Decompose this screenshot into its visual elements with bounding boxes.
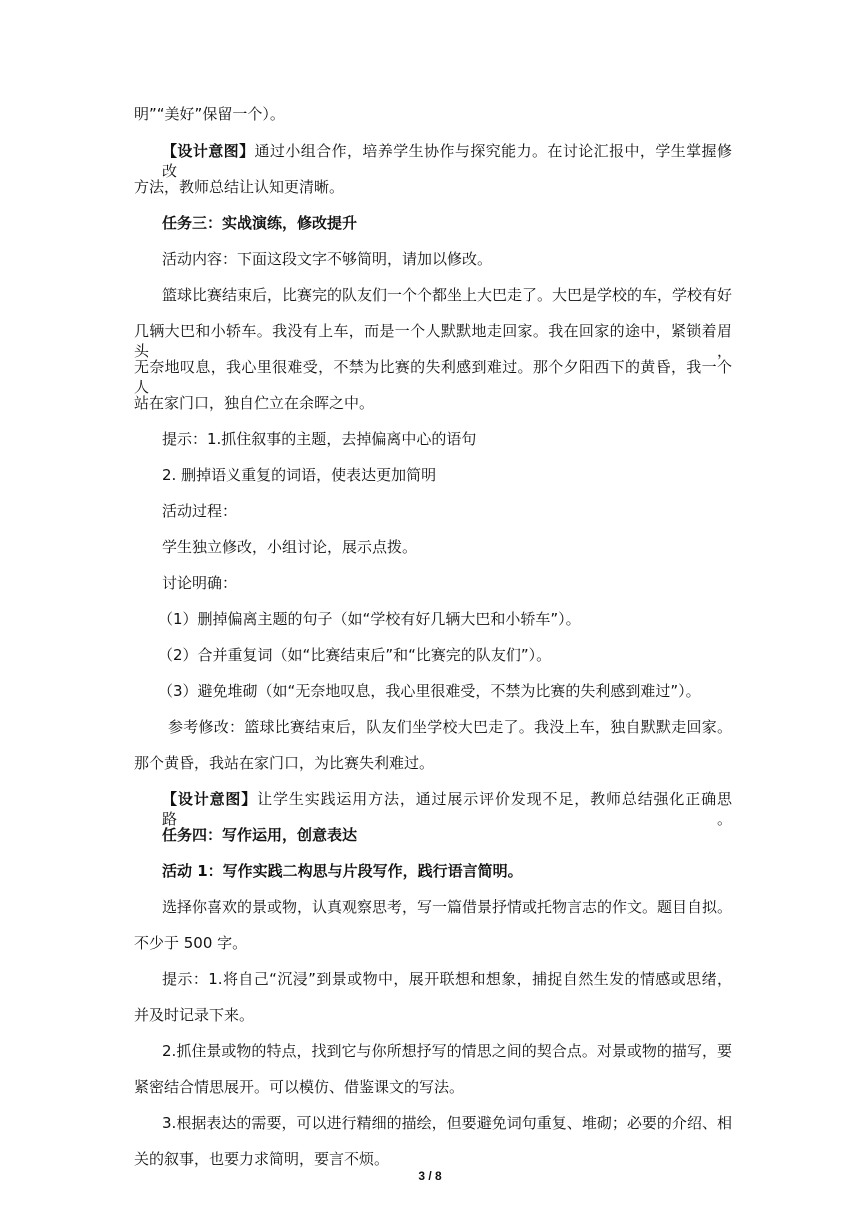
activity-one-heading: 活动 1：写作实践二构思与片段写作，践行语言简明。 bbox=[162, 862, 523, 880]
paragraph-text bbox=[162, 141, 732, 180]
activity-process-text: 学生独立修改，小组讨论，展示点拨。 bbox=[162, 538, 418, 556]
task-three-heading: 任务三：实战演练，修改提升 bbox=[162, 214, 358, 232]
discussion-label: 讨论明确： bbox=[162, 574, 238, 592]
paragraph-line bbox=[134, 104, 285, 124]
writing-hint-line: 2.抓住景或物的特点，找到它与你所想抒写的情思之间的契合点。对景或物的描写，要 bbox=[162, 1042, 732, 1060]
writing-hint-line: 关的叙事，也要力求简明，要言不烦。 bbox=[134, 1150, 390, 1168]
discussion-item: （3）避免堆砌（如“无奈地叹息，我心里很难受，不禁为比赛的失利感到难过”）。 bbox=[158, 682, 701, 700]
activity-content: 活动内容：下面这段文字不够简明，请加以修改。 bbox=[162, 250, 493, 268]
paragraph-text-body: 让学生实践运用方法，通过展示评价发现不足，教师总结强化正确思路。 bbox=[162, 790, 732, 828]
task-four-heading: 任务四：写作运用，创意表达 bbox=[162, 826, 358, 844]
design-intent-paragraph bbox=[162, 789, 732, 828]
text-line: 方法，教师总结让认知更清晰。 bbox=[134, 178, 345, 196]
page-number: 3 / 8 bbox=[418, 1169, 442, 1183]
writing-hint-line: 紧密结合情思展开。可以模仿、借鉴课文的写法。 bbox=[134, 1078, 465, 1096]
paragraph-text-body: 通过小组合作，培养学生协作与探究能力。在讨论汇报中，学生掌握修改 bbox=[162, 142, 732, 180]
sample-paragraph-line: 篮球比赛结束后，比赛完的队友们一个个都坐上大巴走了。大巴是学校的车，学校有好 bbox=[162, 286, 733, 304]
design-intent-label: 【设计意图】 bbox=[162, 142, 255, 160]
design-intent-label: 【设计意图】 bbox=[162, 790, 258, 808]
hint-line: 提示：1.抓住叙事的主题，去掉偏离中心的语句 bbox=[162, 430, 477, 448]
paragraph-line bbox=[134, 177, 344, 197]
paragraph-text bbox=[162, 789, 732, 828]
writing-hint-line: 提示：1.将自己“沉浸”到景或物中，展开联想和想象，捕捉自然生发的情感或思绪， bbox=[162, 970, 732, 988]
discussion-item: （2）合并重复词（如“比赛结束后”和“比赛完的队友们”）。 bbox=[158, 646, 552, 664]
reference-revision-line: 参考修改：篮球比赛结束后，队友们坐学校大巴走了。我没上车，独自默默走回家。 bbox=[168, 718, 732, 736]
writing-task-line: 不少于 500 字。 bbox=[134, 934, 248, 952]
reference-revision-line: 那个黄昏，我站在家门口，为比赛失利难过。 bbox=[134, 754, 435, 772]
writing-hint-line: 并及时记录下来。 bbox=[134, 1006, 255, 1024]
sample-paragraph-line: 几辆大巴和小轿车。我没有上车，而是一个人默默地走回家。我在回家的途中，紧锁着眉头， bbox=[134, 322, 732, 360]
writing-task-line: 选择你喜欢的景或物，认真观察思考，写一篇借景抒情或托物言志的作文。题目自拟。 bbox=[162, 898, 733, 916]
sample-paragraph-line: 无奈地叹息，我心里很难受，不禁为比赛的失利感到难过。那个夕阳西下的黄昏，我一个人 bbox=[134, 358, 732, 396]
design-intent-paragraph bbox=[162, 141, 732, 180]
discussion-item: （1）删掉偏离主题的句子（如“学校有好几辆大巴和小轿车”）。 bbox=[158, 610, 581, 628]
activity-process-label: 活动过程： bbox=[162, 502, 238, 520]
sample-paragraph-line: 站在家门口，独自伫立在余晖之中。 bbox=[134, 394, 375, 412]
writing-hint-line: 3.根据表达的需要，可以进行精细的描绘，但要避免词句重复、堆砌；必要的介绍、相 bbox=[162, 1114, 732, 1132]
text-line: 明”“美好”保留一个）。 bbox=[134, 105, 285, 123]
hint-line: 2. 删掉语义重复的词语，使表达更加简明 bbox=[162, 466, 437, 484]
